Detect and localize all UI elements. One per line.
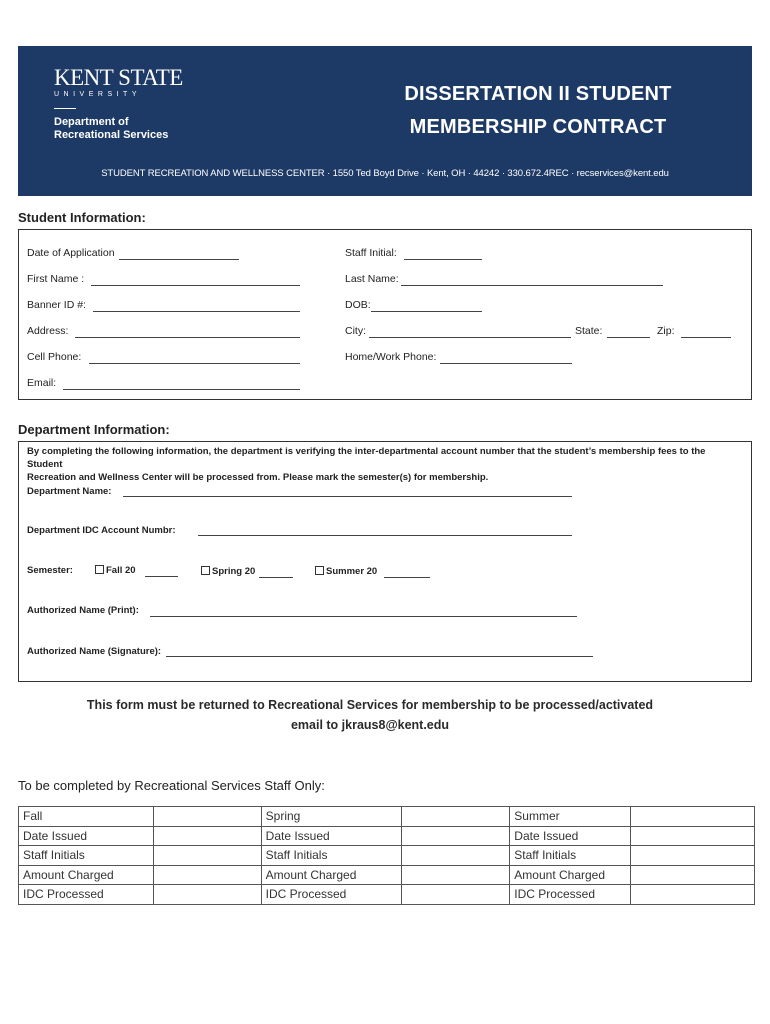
table-entry-cell[interactable] [631, 826, 755, 846]
table-row [19, 826, 755, 846]
staff-only-table [18, 806, 755, 905]
table-label-cell: IDC Processed [261, 885, 401, 905]
table-label-cell: Date Issued [510, 826, 631, 846]
table-row [19, 885, 755, 905]
table-label-cell: Amount Charged [261, 865, 401, 885]
zip-field[interactable] [681, 337, 731, 338]
email-field[interactable] [63, 389, 300, 390]
summer-label: Summer 20 [326, 566, 378, 577]
table-label-cell: Date Issued [19, 826, 154, 846]
department-name-line1: Department of [54, 116, 129, 128]
table-entry-cell[interactable] [631, 885, 755, 905]
city-field[interactable] [369, 337, 571, 338]
idc-account-label: Department IDC Account Numbr: [27, 525, 176, 536]
dob-field[interactable] [371, 311, 482, 312]
spring-checkbox[interactable] [201, 566, 210, 575]
fall-option[interactable] [95, 565, 136, 576]
fall-year-field[interactable] [145, 576, 178, 577]
student-info-heading: Student Information: [18, 210, 146, 225]
table-entry-cell[interactable] [401, 846, 510, 866]
table-label-cell: Amount Charged [510, 865, 631, 885]
table-entry-cell[interactable] [401, 826, 510, 846]
table-label-cell: IDC Processed [19, 885, 154, 905]
idc-account-field[interactable] [198, 535, 572, 536]
department-info-heading: Department Information: [18, 422, 170, 437]
summer-checkbox[interactable] [315, 566, 324, 575]
spring-option[interactable] [201, 566, 255, 577]
home-work-phone-label: Home/Work Phone: [345, 351, 437, 363]
department-instructions [27, 445, 743, 484]
authorized-signature-label: Authorized Name (Signature): [27, 646, 162, 657]
address-field[interactable] [75, 337, 300, 338]
state-field[interactable] [607, 337, 650, 338]
address-line: STUDENT RECREATION AND WELLNESS CENTER · 1550 Ted Boyd Drive · Kent, OH · 44242 · 330.672.4REC · recservices@kent.edu [101, 168, 669, 179]
instructions-line2: Recreation and Wellness Center will be processed from. Please mark the semester(s) for membership. [27, 472, 489, 483]
address-label: Address: [27, 325, 69, 337]
table-entry-cell[interactable] [153, 807, 261, 827]
city-label: City: [345, 325, 366, 337]
dob-label: DOB: [345, 299, 371, 311]
authorized-print-field[interactable] [150, 616, 577, 617]
cell-phone-field[interactable] [89, 363, 300, 364]
table-entry-cell[interactable] [153, 846, 261, 866]
table-entry-cell[interactable] [401, 807, 510, 827]
zip-label: Zip: [657, 325, 675, 337]
header-banner [18, 46, 752, 196]
date-of-application-field[interactable] [119, 259, 239, 260]
authorized-print-label: Authorized Name (Print): [27, 605, 139, 616]
first-name-field[interactable] [91, 285, 300, 286]
table-entry-cell[interactable] [153, 865, 261, 885]
table-entry-cell[interactable] [631, 865, 755, 885]
table-label-cell: Staff Initials [510, 846, 631, 866]
return-notice: This form must be returned to Recreational Services for membership to be processed/activated [86, 698, 654, 712]
table-entry-cell[interactable] [153, 885, 261, 905]
table-label-cell: Amount Charged [19, 865, 154, 885]
table-label-cell: Date Issued [261, 826, 401, 846]
semester-label: Semester: [27, 565, 73, 576]
spring-label: Spring 20 [212, 566, 256, 577]
table-row [19, 865, 755, 885]
banner-id-label: Banner ID #: [27, 299, 86, 311]
fall-checkbox[interactable] [95, 565, 104, 574]
staff-only-heading: To be completed by Recreational Services Staff Only: [18, 778, 325, 793]
table-label-cell: Spring [261, 807, 401, 827]
summer-year-field[interactable] [384, 577, 430, 578]
spring-year-field[interactable] [259, 577, 293, 578]
table-label-cell: Summer [510, 807, 631, 827]
table-entry-cell[interactable] [631, 846, 755, 866]
department-info-box [18, 441, 752, 682]
home-work-phone-field[interactable] [440, 363, 572, 364]
banner-id-field[interactable] [93, 311, 300, 312]
title-line1: DISSERTATION II STUDENT [404, 83, 672, 105]
cell-phone-label: Cell Phone: [27, 351, 82, 363]
department-name-line2: Recreational Services [54, 129, 169, 141]
department-name-field[interactable] [123, 496, 572, 497]
last-name-label: Last Name: [345, 273, 399, 285]
page-title [378, 78, 698, 144]
table-entry-cell[interactable] [631, 807, 755, 827]
table-row [19, 807, 755, 827]
table-label-cell: Fall [19, 807, 154, 827]
staff-initial-label: Staff Initial: [345, 247, 397, 259]
table-entry-cell[interactable] [153, 826, 261, 846]
title-line2: MEMBERSHIP CONTRACT [409, 116, 667, 138]
email-label: Email: [27, 377, 57, 389]
table-label-cell: Staff Initials [261, 846, 401, 866]
student-info-box [18, 229, 752, 400]
table-row [19, 846, 755, 866]
staff-initial-field[interactable] [404, 259, 482, 260]
kent-state-logo [54, 66, 183, 142]
last-name-field[interactable] [401, 285, 663, 286]
return-email-notice: email to jkraus8@kent.edu [290, 718, 450, 732]
authorized-signature-field[interactable] [166, 656, 593, 657]
logo-divider [54, 108, 76, 109]
table-entry-cell[interactable] [401, 865, 510, 885]
table-entry-cell[interactable] [401, 885, 510, 905]
logo-subtext: UNIVERSITY [54, 91, 142, 98]
state-label: State: [575, 325, 603, 337]
summer-option[interactable] [315, 566, 377, 577]
fall-label: Fall 20 [106, 565, 136, 576]
table-label-cell: IDC Processed [510, 885, 631, 905]
table-label-cell: Staff Initials [19, 846, 154, 866]
instructions-line1: By completing the following information, the department is verifying the inter-departmental account number that the student’s membership fees to the Student [27, 446, 706, 470]
logo-wordmark: KENT STATE [54, 65, 183, 90]
date-of-application-label: Date of Application [27, 247, 115, 259]
department-name-label: Department Name: [27, 486, 112, 497]
first-name-label: First Name : [27, 273, 85, 285]
